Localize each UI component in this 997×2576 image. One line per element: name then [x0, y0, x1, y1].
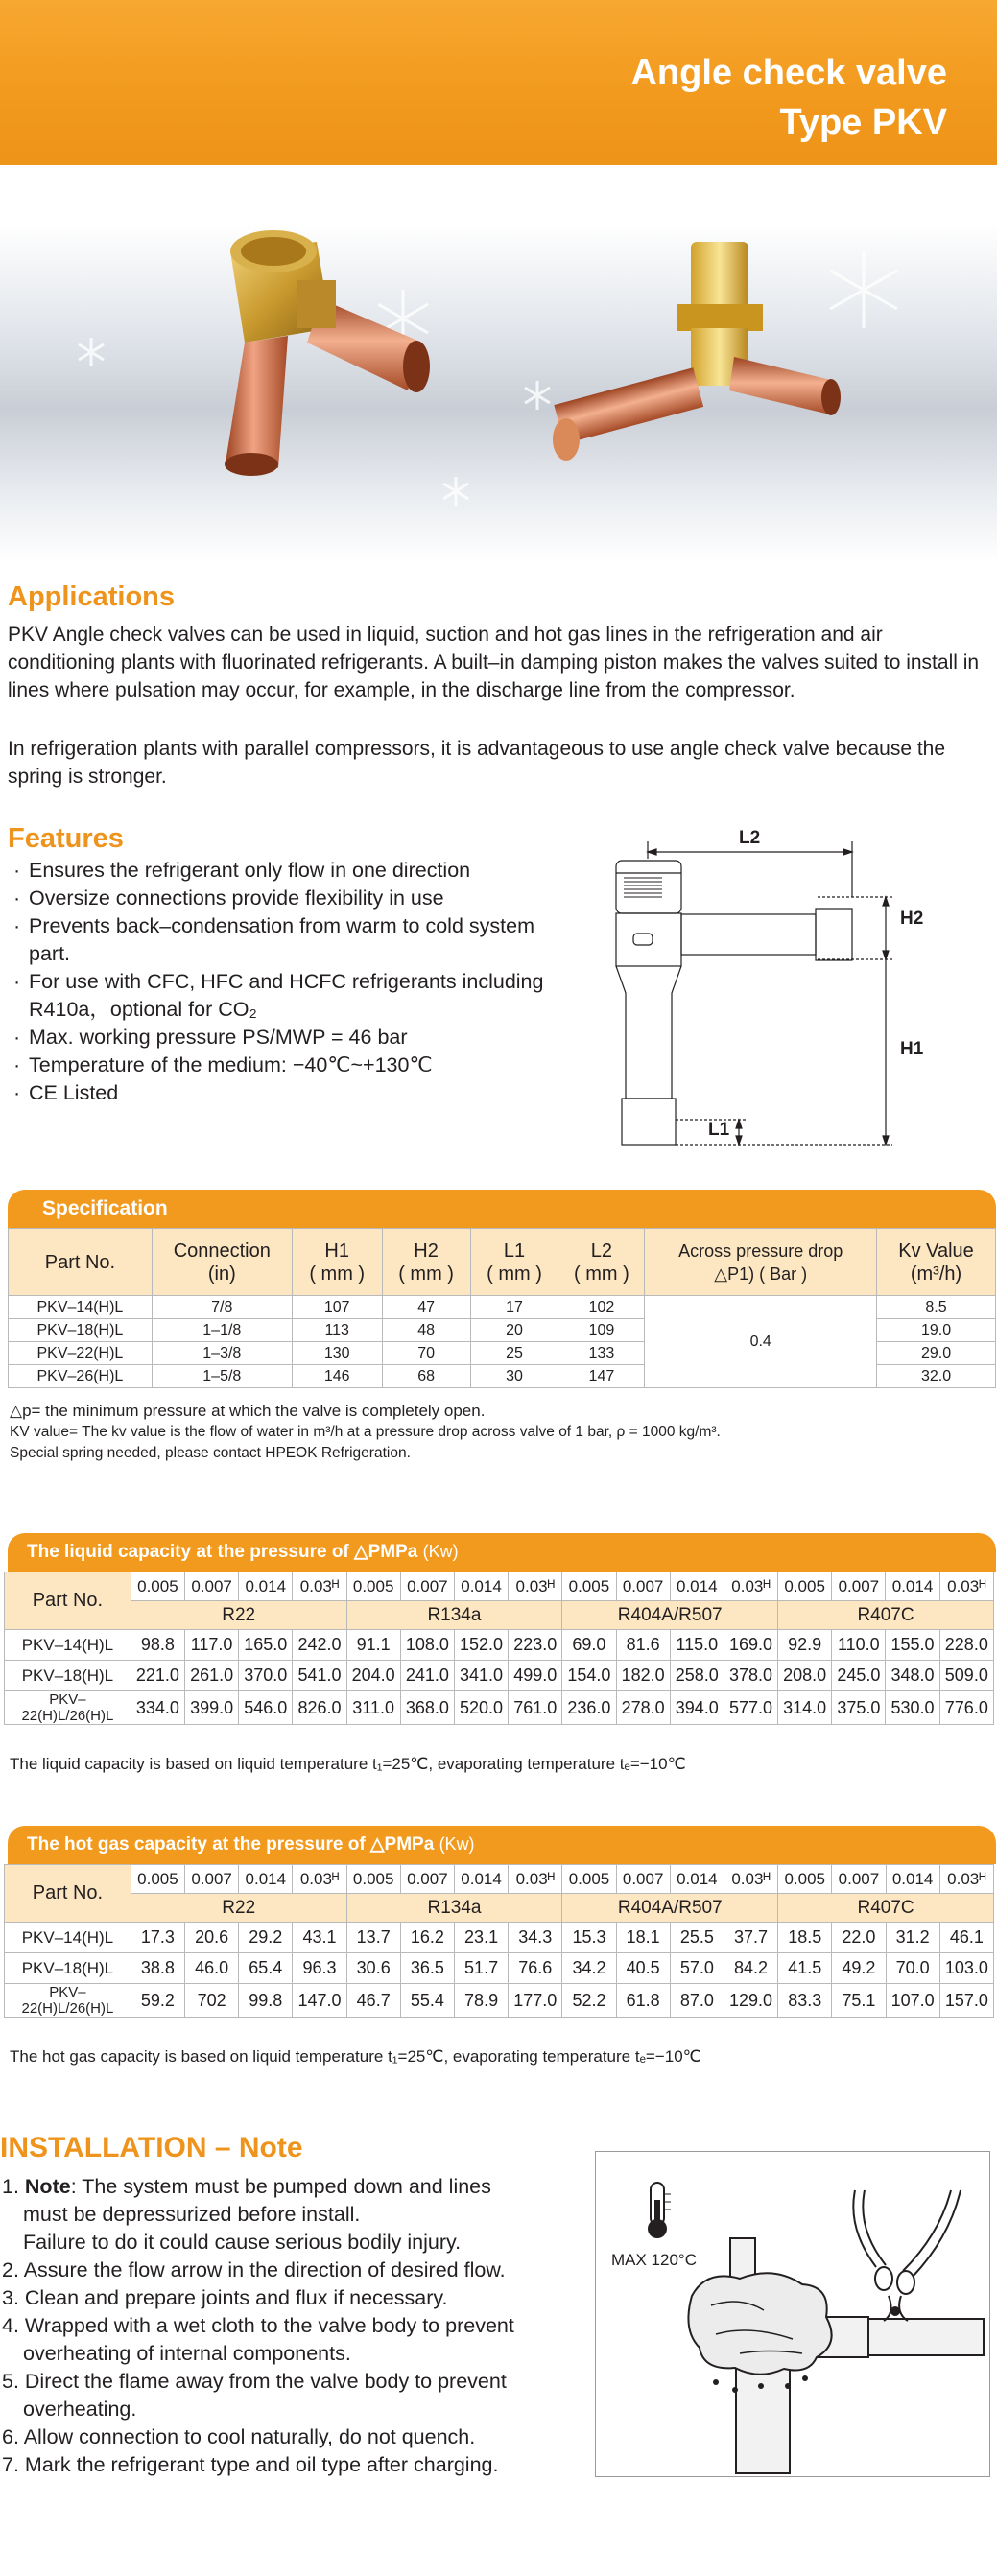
installation-heading: INSTALLATION – Note: [0, 2132, 303, 2163]
cell-capacity: 51.7: [454, 1953, 508, 1984]
col-header-pressure: 0.005: [131, 1865, 184, 1894]
col-header-part-no: Part No.: [5, 1865, 131, 1923]
col-header-l1: [470, 1229, 558, 1296]
table-header-row: [5, 1894, 994, 1923]
col-header-unit: ( mm ): [487, 1263, 542, 1285]
cell-capacity: 38.8: [131, 1953, 184, 1984]
cell-h1: 113: [292, 1319, 382, 1342]
note-line: Special spring needed, please contact HPEOK Refrigeration.: [10, 1445, 411, 1461]
installation-item-continued: must be depressurized before install.: [23, 2203, 361, 2226]
col-header-text: L1: [503, 1240, 526, 1262]
cell-capacity: 87.0: [670, 1984, 724, 2018]
cell-capacity: 154.0: [562, 1661, 616, 1691]
cell-capacity: 115.0: [670, 1630, 724, 1661]
col-header-pressure-drop: [645, 1229, 877, 1296]
dimension-diagram: [595, 820, 979, 1156]
cell-capacity: 546.0: [239, 1691, 293, 1725]
cell-h2: 68: [382, 1365, 470, 1388]
dim-label-l1: L1: [708, 1120, 730, 1140]
cell-capacity: 117.0: [185, 1630, 239, 1661]
cell-capacity: 110.0: [832, 1630, 886, 1661]
col-header-text: L2: [590, 1240, 613, 1262]
cell-capacity: 81.6: [616, 1630, 670, 1661]
table-row: [5, 1923, 994, 1953]
cell-connection: 1–5/8: [152, 1365, 292, 1388]
cell-capacity: 375.0: [832, 1691, 886, 1725]
cell-capacity: 69.0: [562, 1630, 616, 1661]
col-header-pressure: 0.03ᴴ: [939, 1572, 993, 1601]
cell-capacity: 36.5: [400, 1953, 454, 1984]
cell-h1: 146: [292, 1365, 382, 1388]
col-header-refrigerant: R134a: [346, 1601, 562, 1630]
col-header-pressure: 0.005: [562, 1572, 616, 1601]
cell-capacity: 43.1: [293, 1923, 346, 1953]
cell-pressure-drop: 0.4: [645, 1296, 877, 1388]
cell-part-no: PKV–18(H)L: [9, 1319, 153, 1342]
cell-l1: 20: [470, 1319, 558, 1342]
col-header-pressure: 0.007: [832, 1572, 886, 1601]
cell-l1: 30: [470, 1365, 558, 1388]
applications-heading: Applications: [8, 581, 176, 612]
col-header-text: H1: [324, 1240, 349, 1262]
col-header-pressure: 0.03ᴴ: [293, 1572, 346, 1601]
product-photo: [0, 223, 997, 562]
cell-kv-value: 19.0: [877, 1319, 996, 1342]
features-heading: Features: [8, 823, 124, 854]
cell-capacity: 76.6: [509, 1953, 562, 1984]
cell-kv-value: 32.0: [877, 1365, 996, 1388]
col-header-pressure: 0.014: [454, 1572, 508, 1601]
cell-capacity: 23.1: [454, 1923, 508, 1953]
cell-capacity: 499.0: [509, 1661, 562, 1691]
cell-connection: 1–3/8: [152, 1342, 292, 1365]
cell-capacity: 245.0: [832, 1661, 886, 1691]
cell-part-no: PKV–22(H)L/26(H)L: [5, 1984, 131, 2018]
note-line: KV value= The kv value is the flow of water in m³/h at a pressure drop across valve of 1 bar, ρ = 1000 kg/m³.: [10, 1424, 721, 1440]
cell-capacity: 92.9: [778, 1630, 832, 1661]
cell-l2: 109: [558, 1319, 645, 1342]
note-line: △p= the minimum pressure at which the valve is completely open.: [10, 1402, 486, 1420]
cell-capacity: 34.3: [509, 1923, 562, 1953]
installation-item-text: : The system must be pumped down and lines: [70, 2175, 491, 2198]
valve-left: [225, 230, 430, 476]
cell-capacity: 31.2: [886, 1923, 939, 1953]
cell-capacity: 70.0: [886, 1953, 939, 1984]
table-header-row: [9, 1229, 996, 1296]
col-header-pressure: 0.005: [346, 1572, 400, 1601]
title-line-2: Type PKV: [779, 103, 947, 143]
cell-capacity: 165.0: [239, 1630, 293, 1661]
cell-capacity: 278.0: [616, 1691, 670, 1725]
applications-paragraph-1: PKV Angle check valves can be used in liquid, suction and hot gas lines in the refrigeration and air conditioning plants with fluorinated refrigerants. A built–in damping piston makes the valves suited to install in lines where pulsation may occur, for example, in the discharge line from the compressor.: [8, 624, 980, 701]
cell-capacity: 55.4: [400, 1984, 454, 2018]
max-temp-label: MAX 120°C: [611, 2251, 698, 2269]
valve-right: [553, 242, 841, 461]
cell-h2: 47: [382, 1296, 470, 1319]
col-header-pressure: 0.005: [778, 1572, 832, 1601]
hot-gas-capacity-tab-label: [27, 1833, 475, 1855]
cell-capacity: 41.5: [778, 1953, 832, 1984]
installation-item: 5. Direct the flame away from the valve body to prevent overheating.: [2, 2370, 507, 2421]
col-header-pressure: 0.005: [346, 1865, 400, 1894]
features-list: [12, 857, 549, 1107]
torch-icon: [853, 2190, 961, 2321]
col-header-pressure: 0.03ᴴ: [509, 1865, 562, 1894]
col-header-pressure: 0.005: [562, 1865, 616, 1894]
col-header-pressure: 0.03ᴴ: [939, 1865, 993, 1894]
cell-l2: 147: [558, 1365, 645, 1388]
col-header-refrigerant: R407C: [778, 1894, 994, 1923]
cell-capacity: 776.0: [939, 1691, 993, 1725]
feature-item: · For use with CFC, HFC and HCFC refrigerants including R410a，optional for CO₂: [12, 968, 549, 1024]
cell-capacity: 826.0: [293, 1691, 346, 1725]
cell-kv-value: 8.5: [877, 1296, 996, 1319]
col-header-pressure: 0.03ᴴ: [293, 1865, 346, 1894]
installation-diagram: [595, 2151, 990, 2477]
cell-capacity: 258.0: [670, 1661, 724, 1691]
liquid-capacity-note: The liquid capacity is based on liquid temperature t₁=25℃, evaporating temperature tₑ=−10℃: [10, 1755, 686, 1773]
col-header-h1: [292, 1229, 382, 1296]
cell-capacity: 236.0: [562, 1691, 616, 1725]
col-header-pressure: 0.03ᴴ: [724, 1572, 777, 1601]
col-header-pressure: 0.014: [886, 1865, 939, 1894]
col-header-pressure: 0.03ᴴ: [724, 1865, 777, 1894]
table-header-row: [5, 1601, 994, 1630]
thermometer-icon: [648, 2183, 671, 2238]
cell-h1: 107: [292, 1296, 382, 1319]
cell-part-no: PKV–18(H)L: [5, 1953, 131, 1984]
tab-label-unit: (Kw): [439, 1834, 475, 1854]
cell-part-no: PKV–22(H)L/26(H)L: [5, 1691, 131, 1725]
cell-capacity: 129.0: [724, 1984, 777, 2018]
cell-capacity: 370.0: [239, 1661, 293, 1691]
cell-kv-value: 29.0: [877, 1342, 996, 1365]
table-row: [5, 1661, 994, 1691]
cell-capacity: 223.0: [509, 1630, 562, 1661]
cell-capacity: 314.0: [778, 1691, 832, 1725]
cell-l2: 102: [558, 1296, 645, 1319]
cell-capacity: 221.0: [131, 1661, 184, 1691]
cell-connection: 7/8: [152, 1296, 292, 1319]
cell-capacity: 157.0: [939, 1984, 993, 2018]
col-header-unit: ( mm ): [398, 1263, 454, 1285]
cell-capacity: 59.2: [131, 1984, 184, 2018]
cell-capacity: 341.0: [454, 1661, 508, 1691]
hot-gas-capacity-note: The hot gas capacity is based on liquid temperature t₁=25℃, evaporating temperature tₑ=−10℃: [10, 2047, 701, 2066]
table-row: [5, 1691, 994, 1725]
col-header-pressure: 0.014: [454, 1865, 508, 1894]
col-header-refrigerant: R22: [131, 1894, 346, 1923]
col-header-unit: ( mm ): [574, 1263, 629, 1285]
col-header-pressure: 0.014: [670, 1865, 724, 1894]
cell-capacity: 15.3: [562, 1923, 616, 1953]
cell-capacity: 155.0: [886, 1630, 939, 1661]
product-illustration: [0, 223, 997, 562]
cell-capacity: 107.0: [886, 1984, 939, 2018]
cell-capacity: 18.1: [616, 1923, 670, 1953]
liquid-capacity-tab: [8, 1533, 996, 1572]
col-header-refrigerant: R404A/R507: [562, 1601, 778, 1630]
cell-capacity: 182.0: [616, 1661, 670, 1691]
cell-capacity: 177.0: [509, 1984, 562, 2018]
cell-l2: 133: [558, 1342, 645, 1365]
cell-capacity: 348.0: [886, 1661, 939, 1691]
cell-connection: 1–1/8: [152, 1319, 292, 1342]
cell-capacity: 16.2: [400, 1923, 454, 1953]
table-header-row: [5, 1572, 994, 1601]
tab-label-text: The hot gas capacity at the pressure of △PMPa: [27, 1834, 435, 1855]
cell-l1: 25: [470, 1342, 558, 1365]
col-header-pressure: 0.007: [400, 1572, 454, 1601]
cell-capacity: 311.0: [346, 1691, 400, 1725]
col-header-unit: (m³/h): [910, 1263, 962, 1285]
installation-item: 6. Allow connection to cool naturally, do not quench.: [2, 2425, 476, 2448]
wet-cloth: [688, 2273, 831, 2375]
cell-capacity: 40.5: [616, 1953, 670, 1984]
installation-item: 4. Wrapped with a wet cloth to the valve body to prevent overheating of internal components.: [2, 2314, 514, 2365]
col-header-text: Across pressure drop: [678, 1241, 843, 1261]
dim-label-h1: H1: [900, 1039, 924, 1059]
cell-h2: 70: [382, 1342, 470, 1365]
cell-capacity: 152.0: [454, 1630, 508, 1661]
col-header-text: Kv Value: [898, 1240, 974, 1262]
table-header-row: [5, 1865, 994, 1894]
col-header-pressure: 0.007: [185, 1865, 239, 1894]
hot-gas-capacity-table: [4, 1864, 994, 2018]
cell-capacity: 78.9: [454, 1984, 508, 2018]
cell-capacity: 761.0: [509, 1691, 562, 1725]
cell-capacity: 22.0: [832, 1923, 886, 1953]
feature-item: · CE Listed: [12, 1079, 549, 1107]
feature-item: · Max. working pressure PS/MWP = 46 bar: [12, 1024, 549, 1052]
cell-capacity: 84.2: [724, 1953, 777, 1984]
col-header-pressure: 0.005: [778, 1865, 832, 1894]
cell-capacity: 204.0: [346, 1661, 400, 1691]
feature-item: · Ensures the refrigerant only flow in one direction: [12, 857, 549, 885]
col-header-refrigerant: R134a: [346, 1894, 562, 1923]
cell-capacity: 65.4: [239, 1953, 293, 1984]
cell-capacity: 228.0: [939, 1630, 993, 1661]
col-header-refrigerant: R407C: [778, 1601, 994, 1630]
cell-part-no: PKV–18(H)L: [5, 1661, 131, 1691]
cell-h2: 48: [382, 1319, 470, 1342]
cell-part-no: PKV–14(H)L: [5, 1923, 131, 1953]
installation-item: 7. Mark the refrigerant type and oil type after charging.: [2, 2453, 499, 2476]
cell-capacity: 242.0: [293, 1630, 346, 1661]
cell-capacity: 91.1: [346, 1630, 400, 1661]
col-header-pressure: 0.007: [616, 1865, 670, 1894]
cell-capacity: 34.2: [562, 1953, 616, 1984]
cell-capacity: 29.2: [239, 1923, 293, 1953]
dim-label-l2: L2: [739, 828, 761, 848]
col-header-pressure: 0.007: [185, 1572, 239, 1601]
liquid-capacity-tab-label: [27, 1541, 459, 1563]
cell-capacity: 541.0: [293, 1661, 346, 1691]
cell-capacity: 169.0: [724, 1630, 777, 1661]
cell-h1: 130: [292, 1342, 382, 1365]
col-header-pressure: 0.005: [131, 1572, 184, 1601]
col-header-unit: (in): [207, 1263, 236, 1285]
cell-capacity: 520.0: [454, 1691, 508, 1725]
cell-capacity: 378.0: [724, 1661, 777, 1691]
cell-capacity: 108.0: [400, 1630, 454, 1661]
col-header-text: H2: [414, 1240, 439, 1262]
cell-capacity: 17.3: [131, 1923, 184, 1953]
table-row: [5, 1984, 994, 2018]
col-header-text: Part No.: [44, 1251, 116, 1273]
specification-table-body: [9, 1296, 996, 1388]
cell-capacity: 103.0: [939, 1953, 993, 1984]
cell-capacity: 46.0: [185, 1953, 239, 1984]
cell-capacity: 577.0: [724, 1691, 777, 1725]
col-header-l2: [558, 1229, 645, 1296]
cell-capacity: 394.0: [670, 1691, 724, 1725]
specification-table: [8, 1228, 996, 1388]
cell-capacity: 57.0: [670, 1953, 724, 1984]
col-header-h2: [382, 1229, 470, 1296]
feature-item: · Prevents back–condensation from warm to cold system part.: [12, 912, 549, 968]
cell-capacity: 334.0: [131, 1691, 184, 1725]
col-header-pressure: 0.007: [616, 1572, 670, 1601]
col-header-pressure: 0.014: [886, 1572, 939, 1601]
cell-capacity: 49.2: [832, 1953, 886, 1984]
cell-capacity: 20.6: [185, 1923, 239, 1953]
specification-notes: [10, 1401, 721, 1464]
installation-item: 2. Assure the flow arrow in the direction of desired flow.: [2, 2258, 506, 2281]
installation-item-continued: Failure to do it could cause serious bodily injury.: [23, 2231, 462, 2254]
liquid-capacity-table: [4, 1572, 994, 1725]
installation-item-number: 1.: [2, 2175, 25, 2198]
cell-capacity: 18.5: [778, 1923, 832, 1953]
col-header-pressure: 0.014: [239, 1572, 293, 1601]
table-row: [5, 1953, 994, 1984]
installation-list: [2, 2173, 587, 2479]
specification-tab-label: Specification: [42, 1197, 168, 1219]
cell-capacity: 98.8: [131, 1630, 184, 1661]
col-header-pressure: 0.014: [239, 1865, 293, 1894]
cell-capacity: 61.8: [616, 1984, 670, 2018]
installation-item: 3. Clean and prepare joints and flux if necessary.: [2, 2286, 448, 2309]
cell-capacity: 99.8: [239, 1984, 293, 2018]
hot-gas-capacity-tab: [8, 1826, 996, 1864]
cell-capacity: 241.0: [400, 1661, 454, 1691]
cell-capacity: 83.3: [778, 1984, 832, 2018]
col-header-kv: [877, 1229, 996, 1296]
cell-part-no: PKV–14(H)L: [9, 1296, 153, 1319]
col-header-part-no: Part No.: [5, 1572, 131, 1630]
cell-capacity: 25.5: [670, 1923, 724, 1953]
installation-note-label: Note: [24, 2175, 71, 2198]
cell-capacity: 530.0: [886, 1691, 939, 1725]
cell-capacity: 368.0: [400, 1691, 454, 1725]
feature-item: · Oversize connections provide flexibility in use: [12, 885, 549, 912]
cell-capacity: 208.0: [778, 1661, 832, 1691]
cell-capacity: 702: [185, 1984, 239, 2018]
cell-capacity: 37.7: [724, 1923, 777, 1953]
col-header-text: Connection: [173, 1240, 271, 1262]
cell-capacity: 96.3: [293, 1953, 346, 1984]
installation-item: [2, 2173, 587, 2201]
col-header-pressure: 0.03ᴴ: [509, 1572, 562, 1601]
cell-capacity: 52.2: [562, 1984, 616, 2018]
cell-capacity: 13.7: [346, 1923, 400, 1953]
title-line-1: Angle check valve: [630, 53, 947, 93]
cell-l1: 17: [470, 1296, 558, 1319]
cell-capacity: 75.1: [832, 1984, 886, 2018]
tab-label-unit: (Kw): [422, 1542, 459, 1561]
col-header-part-no: [9, 1229, 153, 1296]
applications-paragraph-2: In refrigeration plants with parallel compressors, it is advantageous to use angle check valve because the spring is stronger.: [8, 738, 946, 788]
tab-label-text: The liquid capacity at the pressure of △PMPa: [27, 1542, 418, 1562]
col-header-pressure: 0.007: [400, 1865, 454, 1894]
cell-part-no: PKV–26(H)L: [9, 1365, 153, 1388]
cell-capacity: 399.0: [185, 1691, 239, 1725]
cell-capacity: 46.1: [939, 1923, 993, 1953]
page-title: [630, 48, 947, 148]
brazing-illustration: [596, 2152, 989, 2476]
col-header-unit: △P1) ( Bar ): [714, 1264, 808, 1284]
table-row: [9, 1296, 996, 1319]
dim-label-h2: H2: [900, 909, 924, 929]
col-header-unit: ( mm ): [309, 1263, 366, 1285]
cell-capacity: 509.0: [939, 1661, 993, 1691]
col-header-refrigerant: R22: [131, 1601, 346, 1630]
feature-item: · Temperature of the medium: −40℃~+130℃: [12, 1052, 549, 1079]
cell-capacity: 46.7: [346, 1984, 400, 2018]
col-header-connection: [152, 1229, 292, 1296]
specification-tab: [8, 1190, 996, 1228]
cell-capacity: 30.6: [346, 1953, 400, 1984]
cell-part-no: PKV–14(H)L: [5, 1630, 131, 1661]
col-header-pressure: 0.014: [670, 1572, 724, 1601]
cell-capacity: 147.0: [293, 1984, 346, 2018]
table-row: [5, 1630, 994, 1661]
col-header-refrigerant: R404A/R507: [562, 1894, 778, 1923]
cell-part-no: PKV–22(H)L: [9, 1342, 153, 1365]
cell-capacity: 261.0: [185, 1661, 239, 1691]
col-header-pressure: 0.007: [832, 1865, 886, 1894]
